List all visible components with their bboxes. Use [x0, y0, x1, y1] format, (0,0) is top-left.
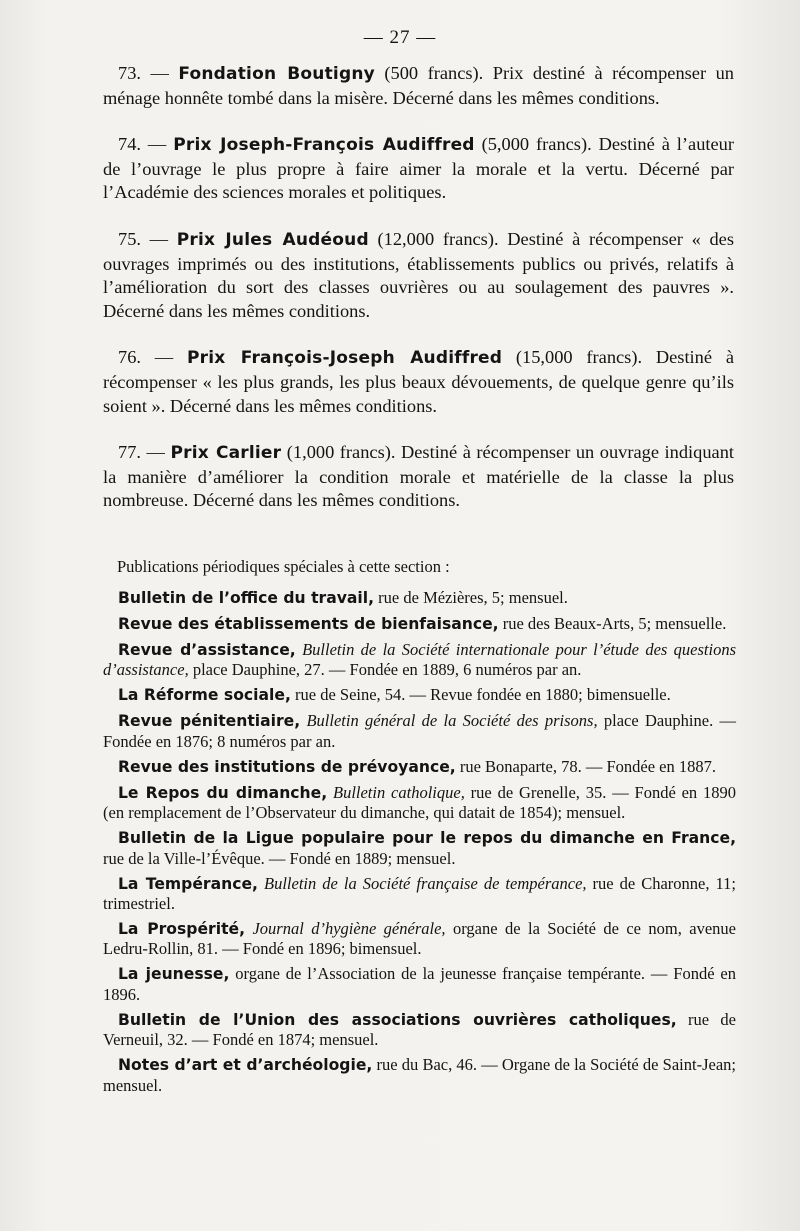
entry-number: 75. —	[118, 228, 169, 249]
entry-title: Fondation Boutigny	[178, 64, 375, 84]
publication-details: organe de l’Association de la jeunesse française tempérante. — Fondé en 1896.	[103, 964, 737, 1004]
publication-subtitle: Journal d’hygiène générale,	[245, 919, 446, 939]
entry-text: (500 francs). Prix destiné à récompenser un ménage honnête tombé dans la misère. Décerné dans les mêmes conditions.	[103, 63, 734, 108]
publication-name: Notes d’art et d’archéologie,	[118, 1056, 373, 1075]
publication-item	[103, 874, 736, 914]
publication-details: rue de Seine, 54. — Revue fondée en 1880; bimensuelle.	[290, 685, 671, 705]
publication-subtitle: Bulletin de la Société française de tempérance,	[257, 873, 587, 893]
publication-name: Bulletin de la Ligue populaire pour le repos du dimanche en France,	[118, 829, 736, 848]
entry-number: 74. —	[118, 134, 167, 155]
entry-text: (12,000 francs). Destiné à récompenser « des ouvrages imprimés ou des institutions, établissements publics ou privés, relatifs à l’amélioration du sort des classes ouvrières ou au soulagement des pauvres ». Décerné dans les mêmes conditions.	[103, 228, 734, 321]
publication-name: La jeunesse,	[118, 965, 230, 984]
entry-text: (15,000 francs). Destiné à récompenser « les plus grands, les plus beaux dévouements, de quelque genre qu’ils soient ». Décerné dans les mêmes conditions.	[103, 347, 734, 416]
publication-item	[103, 783, 736, 823]
publication-item	[103, 588, 736, 608]
publication-item	[103, 614, 736, 634]
publication-details: rue de la Ville-l’Évêque. — Fondé en 1889; mensuel.	[103, 848, 456, 868]
publication-details: rue de Charonne, 11; trimestriel.	[103, 873, 737, 914]
publication-name: Le Repos du dimanche,	[118, 783, 328, 802]
entry-text: (5,000 francs). Destiné à l’auteur de l’ouvrage le plus propre à faire aimer la morale et la vertu. Décerné par l’Académie des sciences morales et politiques.	[103, 134, 734, 203]
publication-subtitle: Bulletin général de la Société des prisons,	[300, 711, 598, 731]
prize-entry	[103, 346, 734, 418]
publication-details: rue du Bac, 46. — Organe de la Société de Saint-Jean; mensuel.	[103, 1055, 736, 1095]
publication-item	[103, 919, 736, 959]
publication-name: La Prospérité,	[118, 920, 246, 939]
publication-item	[103, 964, 736, 1004]
publication-name: Bulletin de l’Union des associations ouvrières catholiques,	[118, 1010, 677, 1029]
publications-intro: Publications périodiques spéciales à cette section :	[117, 557, 450, 576]
publication-details: rue de Grenelle, 35. — Fondé en 1890 (en remplacement de l’Observateur du dimanche, qui datait de 1854); mensuel.	[103, 782, 737, 823]
prize-entry	[103, 228, 734, 323]
prize-entry	[103, 62, 734, 110]
publication-name: Revue des établissements de bienfaisance,	[118, 615, 499, 633]
entry-title: Prix Carlier	[170, 443, 282, 464]
publication-details: rue de Mézières, 5; mensuel.	[374, 588, 568, 607]
publication-item	[103, 640, 736, 680]
entry-text: (1,000 francs). Destiné à récompenser un ouvrage indiquant la manière d’améliorer la condition morale et matérielle de la classe la plus nombreuse. Décerné dans les mêmes conditions.	[103, 442, 735, 511]
publication-item	[103, 828, 736, 868]
prize-entry	[103, 133, 734, 205]
publication-item	[103, 711, 736, 751]
publication-item	[103, 685, 736, 705]
page-number: — 27 —	[363, 27, 437, 48]
publication-subtitle: Bulletin de la Société internationale pour l’étude des questions d’assistance,	[103, 640, 736, 680]
entry-title: Prix Jules Audéoud	[176, 229, 369, 250]
prize-list	[103, 62, 734, 536]
publication-details: place Dauphine, 27. — Fondée en 1889, 6 numéros par an.	[188, 660, 582, 680]
publication-name: La Réforme sociale,	[118, 686, 291, 705]
publication-name: Revue des institutions de prévoyance,	[118, 757, 456, 776]
publication-details: organe de la Société de ce nom, avenue Ledru-Rollin, 81. — Fondé en 1896; bimensuel.	[103, 919, 736, 959]
publication-item	[103, 1055, 736, 1095]
publication-details: place Dauphine. — Fondée en 1876; 8 numéros par an.	[103, 711, 737, 751]
entry-number: 77. —	[118, 442, 165, 463]
entry-number: 76. —	[118, 347, 174, 368]
publication-subtitle: Bulletin catholique,	[327, 782, 465, 802]
publications-section	[103, 556, 736, 1101]
publication-name: La Tempérance,	[118, 874, 258, 893]
publication-details: rue des Beaux-Arts, 5; mensuelle.	[498, 614, 727, 633]
publication-details: rue Bonaparte, 78. — Fondée en 1887.	[455, 756, 716, 776]
publication-item	[103, 757, 736, 777]
publication-item	[103, 1010, 736, 1050]
publication-details: rue de Verneuil, 32. — Fondé en 1874; mensuel.	[103, 1009, 736, 1050]
entry-title: Prix François-Joseph Audiffred	[186, 348, 503, 369]
prize-entry	[103, 441, 734, 513]
entry-title: Prix Joseph-François Audiffred	[173, 135, 475, 156]
publication-name: Bulletin de l’office du travail,	[118, 589, 375, 607]
publication-name: Revue pénitentiaire,	[118, 712, 301, 731]
entry-number: 73. —	[118, 63, 169, 83]
publication-name: Revue d’assistance,	[118, 641, 296, 659]
